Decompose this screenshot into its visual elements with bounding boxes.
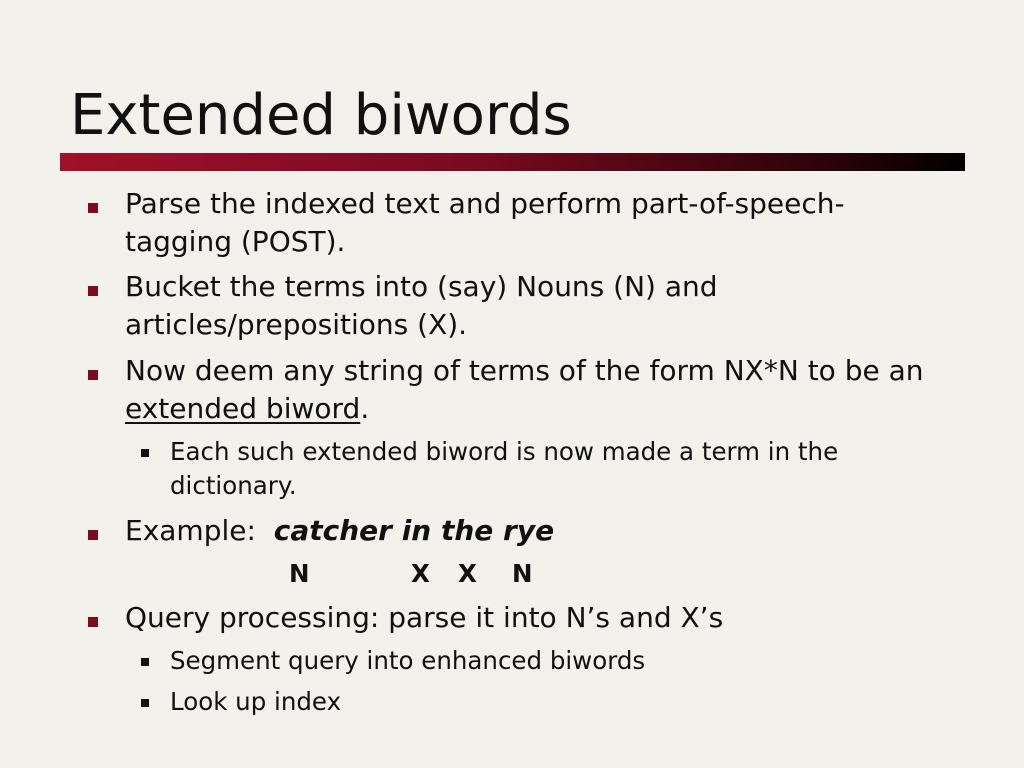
title-divider-bar (60, 153, 965, 171)
bullet-marker (88, 530, 98, 540)
bullet-query-processing: Query processing: parse it into N’s and X’s (125, 601, 724, 634)
bullet-deem-string (125, 352, 925, 428)
bullet-bucket-terms: Bucket the terms into (say) Nouns (N) and articles/prepositions (X). (125, 270, 718, 341)
slide-title: Extended biwords (70, 83, 572, 148)
example-phrase: catcher in the rye (273, 514, 555, 547)
sub-bullet-marker (141, 699, 149, 707)
example-label: Example: (125, 514, 256, 547)
sub-bullet-segment-query: Segment query into enhanced biwords (170, 646, 646, 675)
bullet-example (125, 512, 925, 550)
sub-bullet-marker (141, 658, 149, 666)
bullet-parse-text: Parse the indexed text and perform part-of-speech-tagging (POST). (125, 187, 845, 258)
bullet-marker (88, 286, 98, 296)
bullet-marker (88, 203, 98, 213)
pos-tag: X (458, 559, 477, 588)
bullet-text: Now deem any string of terms of the form NX*N to be an (125, 354, 924, 387)
bullet-marker (88, 617, 98, 627)
extended-biword-term: extended biword (125, 392, 361, 425)
bullet-marker (88, 370, 98, 380)
bullet-text-end: . (360, 392, 370, 425)
pos-tag: N (512, 559, 533, 588)
pos-tag: X (411, 559, 430, 588)
pos-tag: N (289, 559, 310, 588)
sub-bullet-dictionary: Each such extended biword is now made a term in the dictionary. (170, 437, 839, 500)
sub-bullet-marker (141, 449, 149, 457)
sub-bullet-look-up-index: Look up index (170, 687, 342, 716)
